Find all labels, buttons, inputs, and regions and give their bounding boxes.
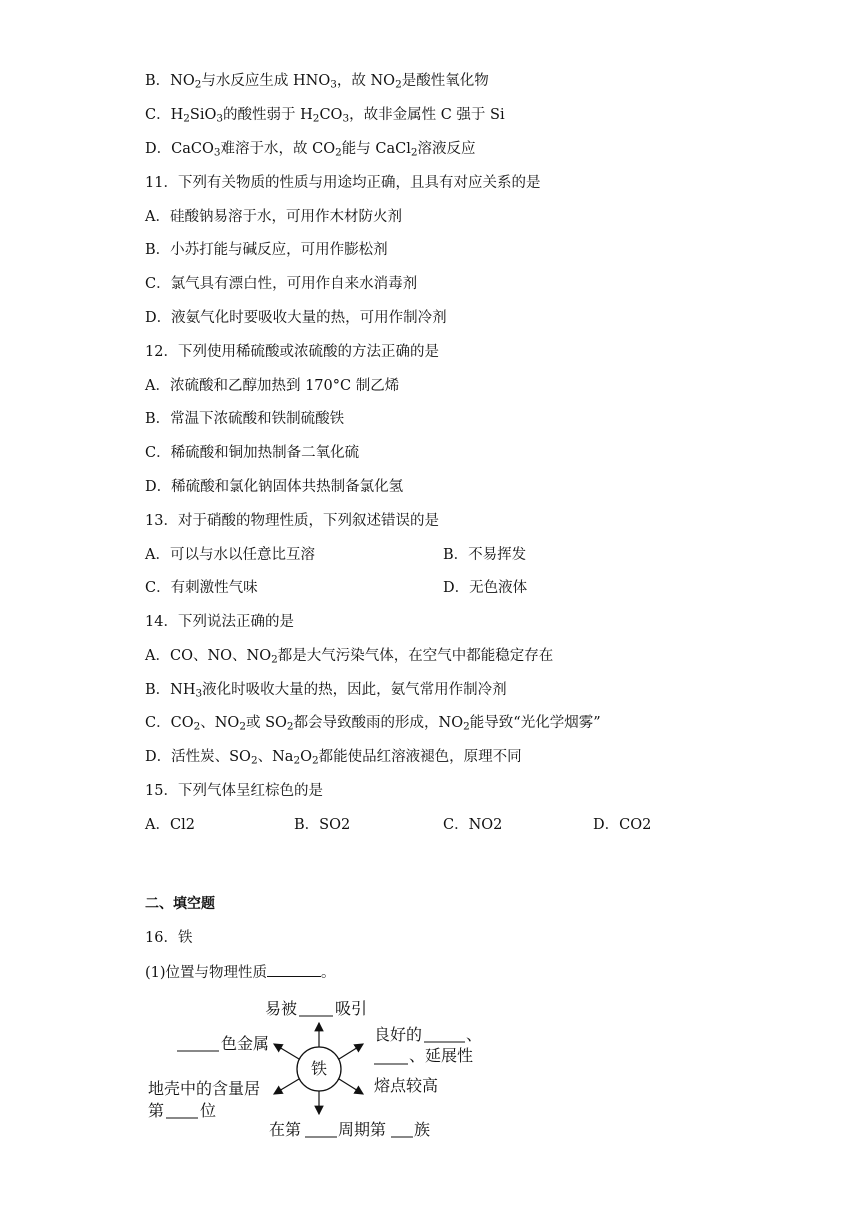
q11-option-c: C．氯气具有漂白性，可用作自来水消毒剂 — [145, 276, 418, 292]
q15-option-a: A．Cl2 — [145, 817, 195, 833]
q11-option-d: D．液氨气化时要吸收大量的热，可用作制冷剂 — [145, 310, 447, 326]
bottom-label-start: 在第 — [269, 1120, 302, 1139]
q15-stem: 15．下列气体呈红棕色的是 — [145, 783, 323, 799]
top-label-end: 吸引 — [335, 999, 368, 1018]
q13-option-d: D．无色液体 — [443, 580, 528, 596]
q12-option-a: A．浓硫酸和乙醇加热到 170°C 制乙烯 — [145, 378, 400, 394]
q10-option-c: C．$H_2SiO_3$的酸性弱于 $H_2CO_3$，故非金属性 C 强于 Si — [145, 107, 505, 125]
q14-option-a: A．CO、NO、$NO_2$都是大气污染气体，在空气中都能稳定存在 — [145, 648, 554, 666]
q15-option-b: B．SO2 — [294, 817, 351, 833]
arrow-upper-right — [339, 1044, 363, 1059]
q12-option-b: B．常温下浓硫酸和铁制硫酸铁 — [145, 411, 345, 427]
q14-option-d: D．活性炭、$SO_2$、$Na_2O_2$都能使品红溶液褪色，原理不同 — [145, 749, 522, 767]
q12-option-c: C．稀硫酸和铜加热制备二氧化硫 — [145, 445, 360, 461]
q14-option-b: B．$NH_3$液化时吸收大量的热，因此，氨气常用作制冷剂 — [145, 682, 507, 700]
q16-stem: 16．铁 — [145, 930, 193, 946]
center-label: 铁 — [310, 1059, 328, 1078]
q16-sub1: (1)位置与物理性质 。 — [145, 962, 336, 983]
top-label-start: 易被 — [265, 999, 298, 1018]
answer-blank[interactable] — [267, 962, 321, 977]
q15-option-d: D．CO2 — [593, 817, 652, 833]
q13-option-b: B．不易挥发 — [443, 547, 527, 563]
bottom-left-label-2-start: 第 — [148, 1101, 165, 1120]
q13-stem: 13．对于硝酸的物理性质，下列叙述错误的是 — [145, 513, 439, 529]
q10-option-b: B．$NO_2$与水反应生成 $HNO_3$，故 $NO_2$是酸性氧化物 — [145, 73, 489, 91]
q11-stem: 11．下列有关物质的性质与用途均正确，且具有对应关系的是 — [145, 175, 541, 191]
arrow-lower-right — [339, 1079, 363, 1094]
iron-properties-diagram — [140, 992, 490, 1142]
arrow-upper-left — [274, 1044, 299, 1059]
q15-option-c: C．NO2 — [443, 817, 503, 833]
bottom-label-mid: 周期第 — [338, 1120, 387, 1139]
q10-option-d: D．CaCO$_3$难溶于水，故 $CO_2$能与 CaCl$_2$溶液反应 — [145, 141, 476, 159]
right-label-1-end: 、 — [466, 1025, 483, 1044]
left-label: 色金属 — [221, 1034, 270, 1053]
q12-stem: 12．下列使用稀硫酸或浓硫酸的方法正确的是 — [145, 344, 439, 360]
arrow-lower-left — [274, 1079, 299, 1094]
bottom-left-label-1: 地壳中的含量居 — [148, 1079, 261, 1098]
q14-stem: 14．下列说法正确的是 — [145, 614, 294, 630]
q13-option-c: C．有刺激性气味 — [145, 580, 258, 596]
q13-option-a: A．可以与水以任意比互溶 — [145, 547, 315, 563]
q12-option-d: D．稀硫酸和氯化钠固体共热制备氯化氢 — [145, 479, 404, 495]
right-label-1: 良好的 — [374, 1025, 423, 1044]
section-heading: 二、填空题 — [145, 896, 215, 912]
right-label-2: 、延展性 — [409, 1046, 474, 1065]
q14-option-c: C．$CO_2$、$NO_2$或 $SO_2$都会导致酸雨的形成，$NO_2$能导致“光化学烟雾” — [145, 715, 601, 733]
q11-option-b: B．小苏打能与碱反应，可用作膨松剂 — [145, 242, 388, 258]
q11-option-a: A．硅酸钠易溶于水，可用作木材防火剂 — [145, 209, 402, 225]
right-label-3: 熔点较高 — [374, 1076, 439, 1095]
bottom-label-end: 族 — [414, 1120, 431, 1139]
bottom-left-label-2-end: 位 — [200, 1101, 217, 1120]
